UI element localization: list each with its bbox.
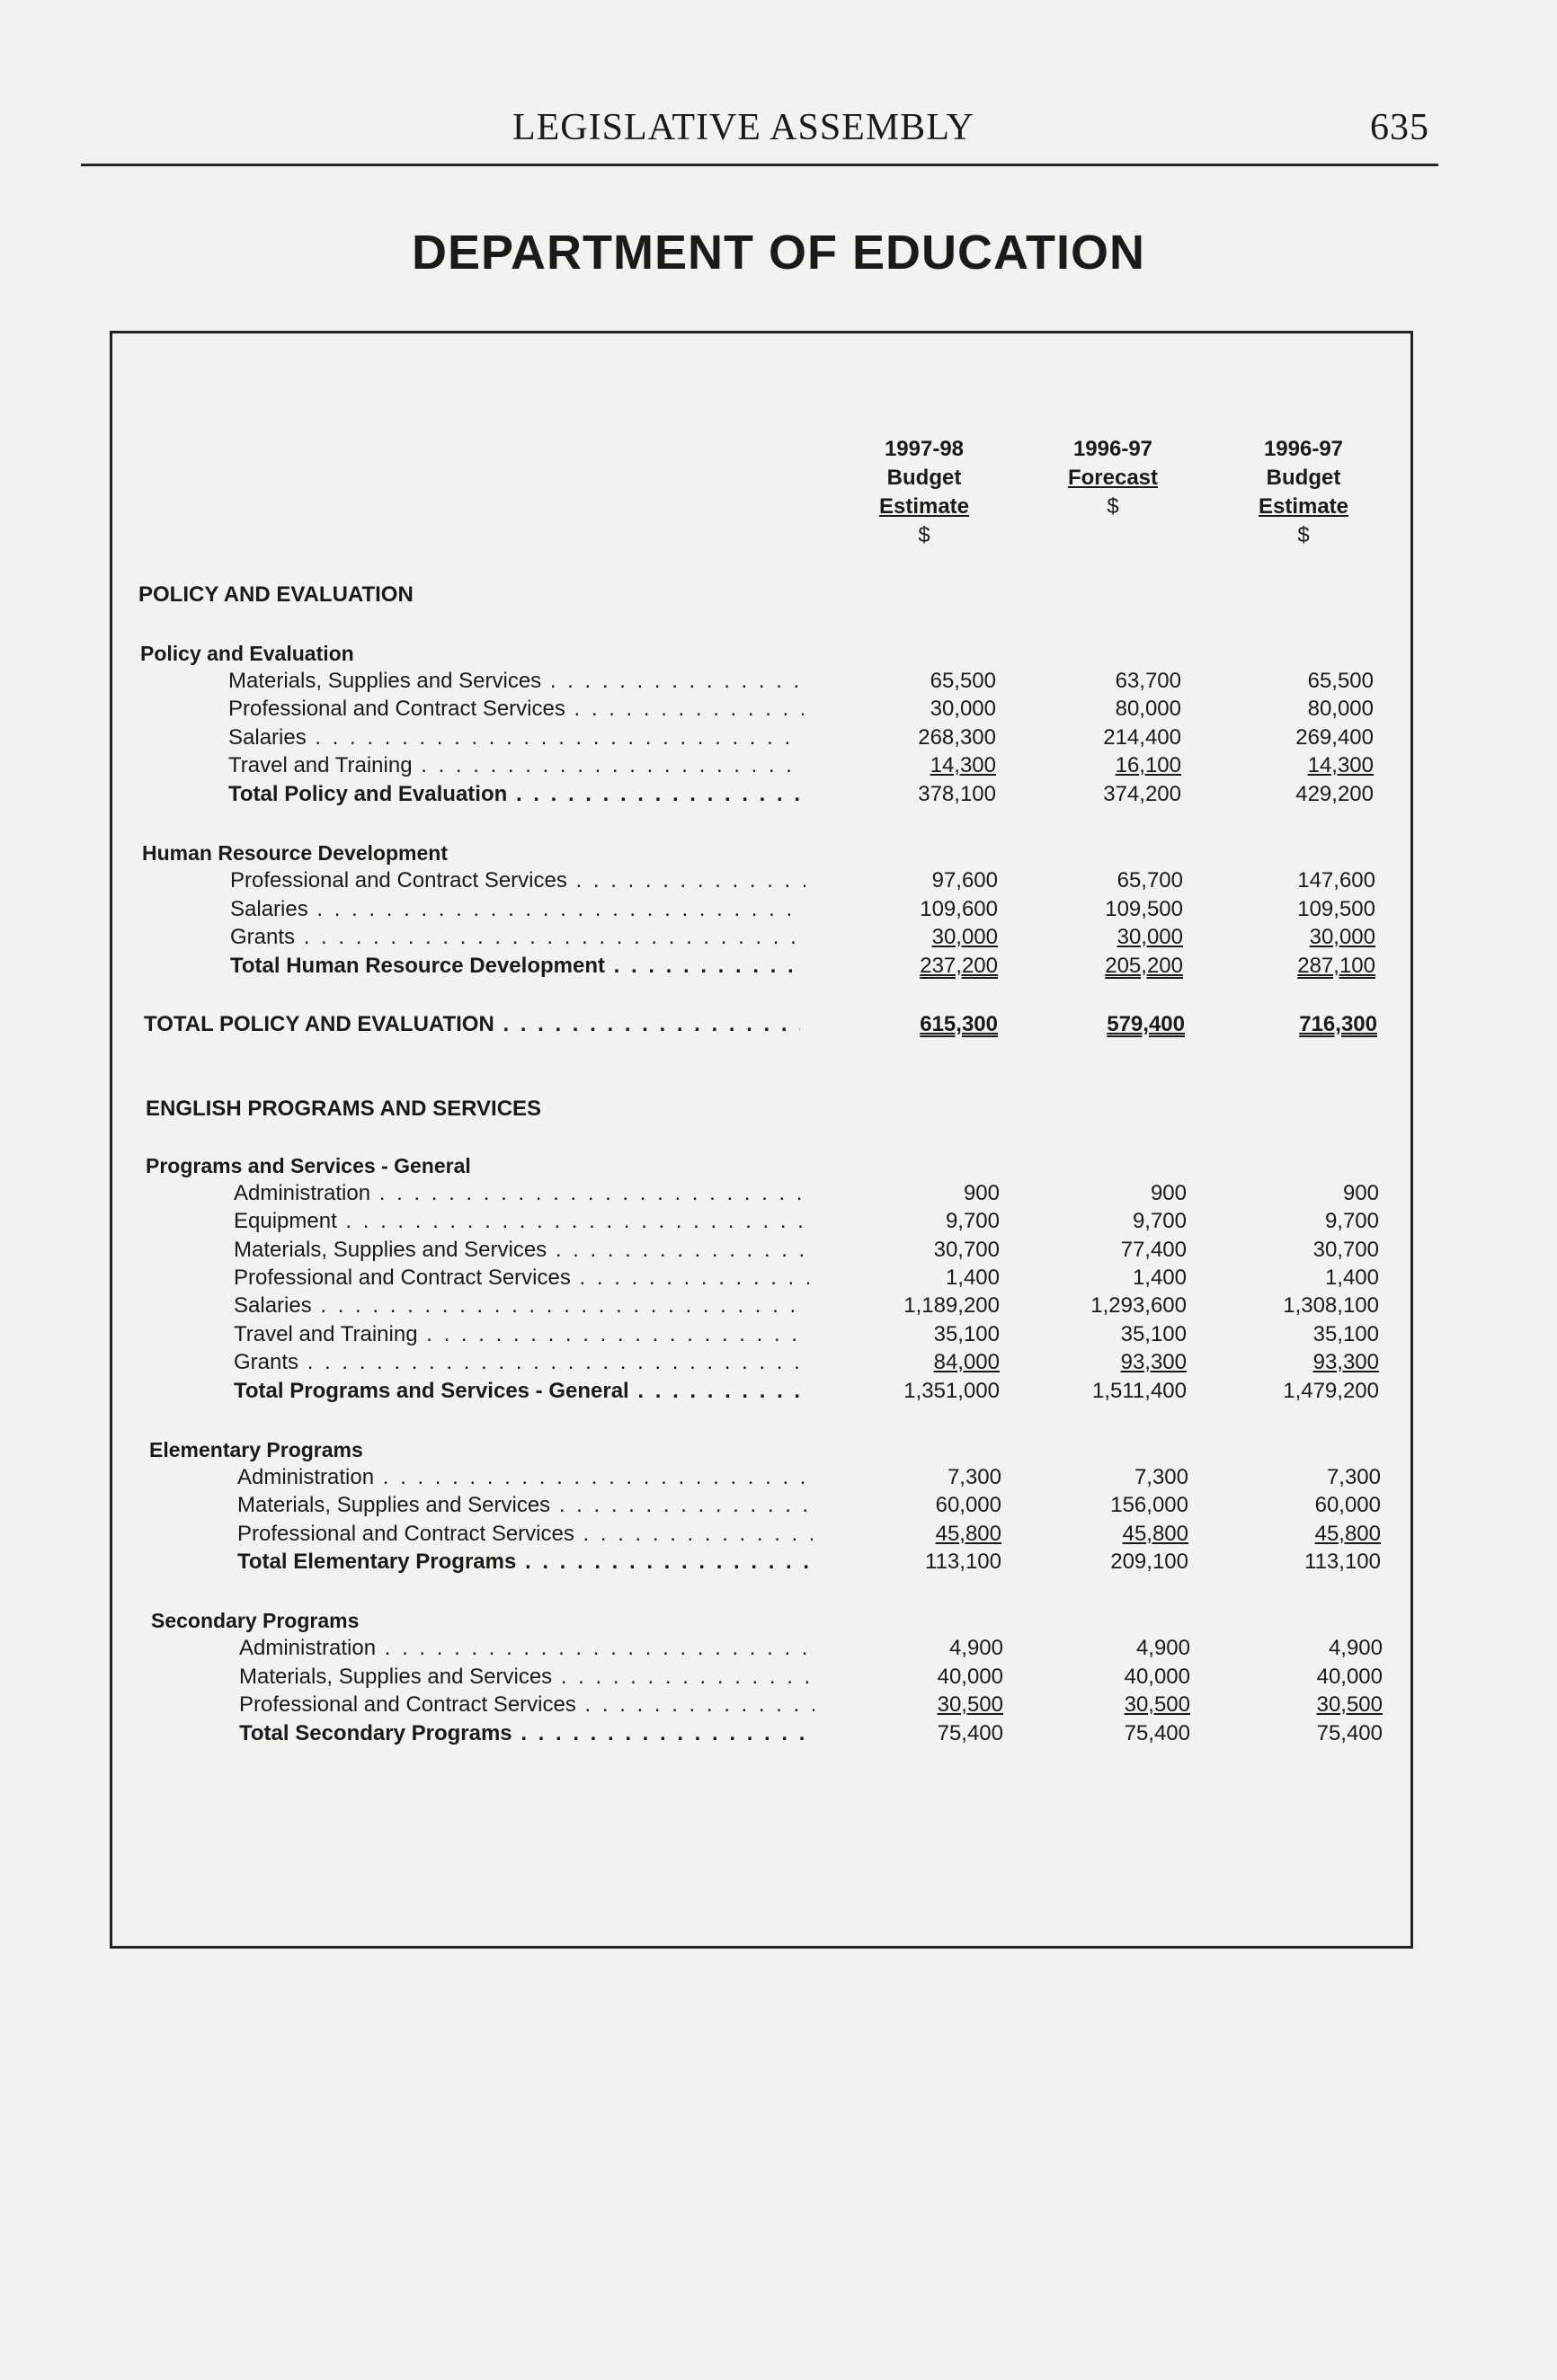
row-label: Salaries . . . xyxy=(234,1292,809,1320)
table-row xyxy=(0,751,1557,780)
cell-1996-97-forecast: 9,700 xyxy=(1132,1209,1187,1233)
table-row xyxy=(0,1179,1557,1208)
cell-1997-98-budget: 30,000 xyxy=(931,925,998,949)
cell-1996-97-budget: 269,400 xyxy=(1295,725,1374,750)
cell-1997-98-budget: 900 xyxy=(963,1181,1000,1205)
cell-1996-97-budget: 30,700 xyxy=(1312,1238,1379,1262)
cell-1997-98-budget: 97,600 xyxy=(931,868,998,892)
row-label: Professional and Contract Services . . . xyxy=(228,695,804,724)
table-row-total xyxy=(0,1377,1557,1406)
cell-1996-97-budget: 1,400 xyxy=(1324,1265,1379,1290)
column-header-line: 1996-97 xyxy=(1263,437,1344,461)
table-row xyxy=(0,895,1557,924)
cell-1996-97-forecast: 900 xyxy=(1150,1181,1187,1205)
table-row-total xyxy=(0,1719,1557,1748)
cell-1997-98-budget: 30,000 xyxy=(930,697,996,721)
cell-1996-97-budget: 75,400 xyxy=(1316,1721,1383,1745)
cell-1997-98-budget: 45,800 xyxy=(935,1522,1001,1546)
column-header-1997-98-budget xyxy=(825,435,1023,550)
cell-1997-98-budget: 109,600 xyxy=(920,897,998,921)
cell-1997-98-budget: 113,100 xyxy=(925,1550,1001,1574)
column-header-1996-97-forecast xyxy=(1014,435,1212,521)
cell-1996-97-forecast: 65,700 xyxy=(1117,868,1183,892)
cell-1997-98-budget: 30,500 xyxy=(937,1692,1003,1717)
cell-1996-97-forecast: 35,100 xyxy=(1120,1322,1187,1346)
cell-1997-98-budget: 65,500 xyxy=(930,669,996,693)
row-label: Travel and Training . . . xyxy=(228,751,804,780)
currency-symbol: $ xyxy=(1297,523,1310,547)
table-row xyxy=(0,1663,1557,1692)
cell-1996-97-budget: 716,300 xyxy=(1299,1012,1377,1036)
cell-1996-97-budget: 65,500 xyxy=(1307,669,1374,693)
running-head-title: LEGISLATIVE ASSEMBLY xyxy=(512,107,974,148)
cell-1996-97-budget: 30,000 xyxy=(1309,925,1375,949)
table-row-grand-total xyxy=(0,1010,1557,1039)
cell-1997-98-budget: 40,000 xyxy=(937,1665,1003,1689)
cell-1996-97-budget: 113,100 xyxy=(1304,1550,1381,1574)
row-label: Total Human Resource Development . . . xyxy=(230,952,805,981)
column-header-line: Estimate xyxy=(878,494,970,519)
cell-1996-97-budget: 14,300 xyxy=(1307,753,1374,777)
page-number: 635 xyxy=(1370,107,1429,148)
column-header-1996-97-budget xyxy=(1205,435,1402,550)
cell-1997-98-budget: 14,300 xyxy=(930,753,996,777)
row-label: Materials, Supplies and Services . . . xyxy=(234,1236,809,1265)
table-row xyxy=(0,1491,1557,1520)
column-header-line: 1996-97 xyxy=(1072,437,1153,461)
row-label: Salaries . . . xyxy=(228,724,804,752)
table-row xyxy=(0,1634,1557,1663)
cell-1997-98-budget: 60,000 xyxy=(935,1493,1001,1517)
table-row-total xyxy=(0,780,1557,809)
table-row xyxy=(0,1463,1557,1492)
cell-1996-97-forecast: 30,000 xyxy=(1117,925,1183,949)
table-row xyxy=(0,1520,1557,1549)
cell-1996-97-forecast: 77,400 xyxy=(1120,1238,1187,1262)
row-label: Total Policy and Evaluation . . . xyxy=(228,780,804,809)
cell-1996-97-budget: 4,900 xyxy=(1328,1636,1383,1660)
row-label: Administration . . . xyxy=(237,1463,813,1492)
cell-1996-97-forecast: 1,511,400 xyxy=(1092,1379,1187,1403)
cell-1996-97-forecast: 93,300 xyxy=(1120,1350,1187,1374)
table-row xyxy=(0,1691,1557,1719)
row-label: Materials, Supplies and Services . . . xyxy=(237,1491,813,1520)
table-row xyxy=(0,1348,1557,1377)
cell-1996-97-budget: 93,300 xyxy=(1312,1350,1379,1374)
cell-1996-97-forecast: 1,400 xyxy=(1132,1265,1187,1290)
cell-1997-98-budget: 75,400 xyxy=(937,1721,1003,1745)
row-label: Administration . . . xyxy=(239,1634,814,1663)
column-header-line: Estimate xyxy=(1258,494,1349,519)
currency-symbol: $ xyxy=(1107,494,1119,519)
cell-1997-98-budget: 1,400 xyxy=(945,1265,1000,1290)
cell-1996-97-budget: 287,100 xyxy=(1297,954,1375,978)
section-heading-policy: POLICY AND EVALUATION xyxy=(138,582,414,607)
department-title: DEPARTMENT OF EDUCATION xyxy=(412,226,1145,280)
cell-1997-98-budget: 237,200 xyxy=(920,954,998,978)
row-label: Administration . . . xyxy=(234,1179,809,1208)
cell-1996-97-budget: 30,500 xyxy=(1316,1692,1383,1717)
cell-1996-97-budget: 9,700 xyxy=(1324,1209,1379,1233)
cell-1996-97-forecast: 16,100 xyxy=(1115,753,1181,777)
running-head xyxy=(81,106,1438,166)
cell-1996-97-budget: 900 xyxy=(1342,1181,1379,1205)
row-label: Total Elementary Programs . . . xyxy=(237,1548,813,1576)
table-row xyxy=(0,1264,1557,1292)
cell-1996-97-forecast: 75,400 xyxy=(1124,1721,1190,1745)
subsection-heading-programs-general: Programs and Services - General xyxy=(146,1154,471,1177)
table-row xyxy=(0,1207,1557,1236)
cell-1997-98-budget: 1,351,000 xyxy=(903,1379,1000,1403)
cell-1996-97-budget: 80,000 xyxy=(1307,697,1374,721)
cell-1996-97-forecast: 40,000 xyxy=(1124,1665,1190,1689)
cell-1996-97-forecast: 4,900 xyxy=(1135,1636,1190,1660)
cell-1997-98-budget: 84,000 xyxy=(933,1350,1000,1374)
currency-symbol: $ xyxy=(918,523,930,547)
cell-1996-97-budget: 60,000 xyxy=(1314,1493,1381,1517)
cell-1996-97-budget: 147,600 xyxy=(1297,868,1375,892)
cell-1996-97-budget: 45,800 xyxy=(1314,1522,1381,1546)
cell-1997-98-budget: 4,900 xyxy=(948,1636,1003,1660)
cell-1997-98-budget: 9,700 xyxy=(945,1209,1000,1233)
cell-1996-97-forecast: 45,800 xyxy=(1122,1522,1188,1546)
row-label: Professional and Contract Services . . . xyxy=(237,1520,813,1549)
cell-1996-97-forecast: 374,200 xyxy=(1103,782,1181,806)
cell-1996-97-budget: 1,308,100 xyxy=(1283,1293,1379,1318)
cell-1996-97-forecast: 63,700 xyxy=(1115,669,1181,693)
cell-1996-97-forecast: 30,500 xyxy=(1124,1692,1190,1717)
row-label: Professional and Contract Services . . . xyxy=(239,1691,814,1719)
row-label: Materials, Supplies and Services . . . xyxy=(228,667,804,696)
cell-1996-97-forecast: 80,000 xyxy=(1115,697,1181,721)
cell-1996-97-forecast: 579,400 xyxy=(1107,1012,1185,1036)
column-header-line: Budget xyxy=(886,466,962,490)
cell-1996-97-forecast: 214,400 xyxy=(1103,725,1181,750)
cell-1996-97-forecast: 205,200 xyxy=(1105,954,1183,978)
row-label: Total Secondary Programs . . . xyxy=(239,1719,814,1748)
row-label: Salaries . . . xyxy=(230,895,805,924)
cell-1996-97-budget: 40,000 xyxy=(1316,1665,1383,1689)
row-label: Total Programs and Services - General . . . xyxy=(234,1377,809,1406)
row-label: Grants . . . xyxy=(230,923,805,952)
row-label: Equipment . . . xyxy=(234,1207,809,1236)
cell-1997-98-budget: 1,189,200 xyxy=(903,1293,1000,1318)
table-row-total xyxy=(0,1548,1557,1576)
cell-1997-98-budget: 378,100 xyxy=(918,782,996,806)
column-header-line: 1997-98 xyxy=(884,437,965,461)
section-heading-english: ENGLISH PROGRAMS AND SERVICES xyxy=(146,1097,542,1121)
row-label: Materials, Supplies and Services . . . xyxy=(239,1663,814,1692)
cell-1996-97-budget: 429,200 xyxy=(1295,782,1374,806)
cell-1996-97-budget: 109,500 xyxy=(1297,897,1375,921)
table-row xyxy=(0,1236,1557,1265)
subsection-heading-secondary: Secondary Programs xyxy=(151,1609,360,1632)
table-row xyxy=(0,667,1557,696)
cell-1996-97-budget: 1,479,200 xyxy=(1283,1379,1379,1403)
cell-1996-97-forecast: 109,500 xyxy=(1105,897,1183,921)
row-label: Travel and Training . . . xyxy=(234,1320,809,1349)
table-row-total xyxy=(0,952,1557,981)
table-row xyxy=(0,1320,1557,1349)
column-header-line: Forecast xyxy=(1067,466,1159,490)
cell-1996-97-forecast: 7,300 xyxy=(1134,1465,1188,1489)
table-row xyxy=(0,1292,1557,1320)
cell-1997-98-budget: 30,700 xyxy=(933,1238,1000,1262)
subsection-heading-policy-evaluation: Policy and Evaluation xyxy=(140,642,354,665)
cell-1997-98-budget: 35,100 xyxy=(933,1322,1000,1346)
table-row xyxy=(0,695,1557,724)
cell-1996-97-forecast: 1,293,600 xyxy=(1090,1293,1187,1318)
table-row xyxy=(0,724,1557,752)
row-label: Grants . . . xyxy=(234,1348,809,1377)
cell-1996-97-budget: 7,300 xyxy=(1326,1465,1381,1489)
subsection-heading-elementary: Elementary Programs xyxy=(149,1438,363,1461)
subsection-heading-hrd: Human Resource Development xyxy=(142,841,448,865)
row-label: Professional and Contract Services . . . xyxy=(234,1264,809,1292)
table-row xyxy=(0,923,1557,952)
column-header-line: Budget xyxy=(1266,466,1341,490)
cell-1997-98-budget: 7,300 xyxy=(947,1465,1001,1489)
cell-1996-97-budget: 35,100 xyxy=(1312,1322,1379,1346)
cell-1997-98-budget: 268,300 xyxy=(918,725,996,750)
table-row xyxy=(0,866,1557,895)
cell-1996-97-forecast: 156,000 xyxy=(1110,1493,1188,1517)
cell-1997-98-budget: 615,300 xyxy=(920,1012,998,1036)
row-label: TOTAL POLICY AND EVALUATION . . . xyxy=(144,1010,800,1039)
cell-1996-97-forecast: 209,100 xyxy=(1110,1550,1188,1574)
row-label: Professional and Contract Services . . . xyxy=(230,866,805,895)
